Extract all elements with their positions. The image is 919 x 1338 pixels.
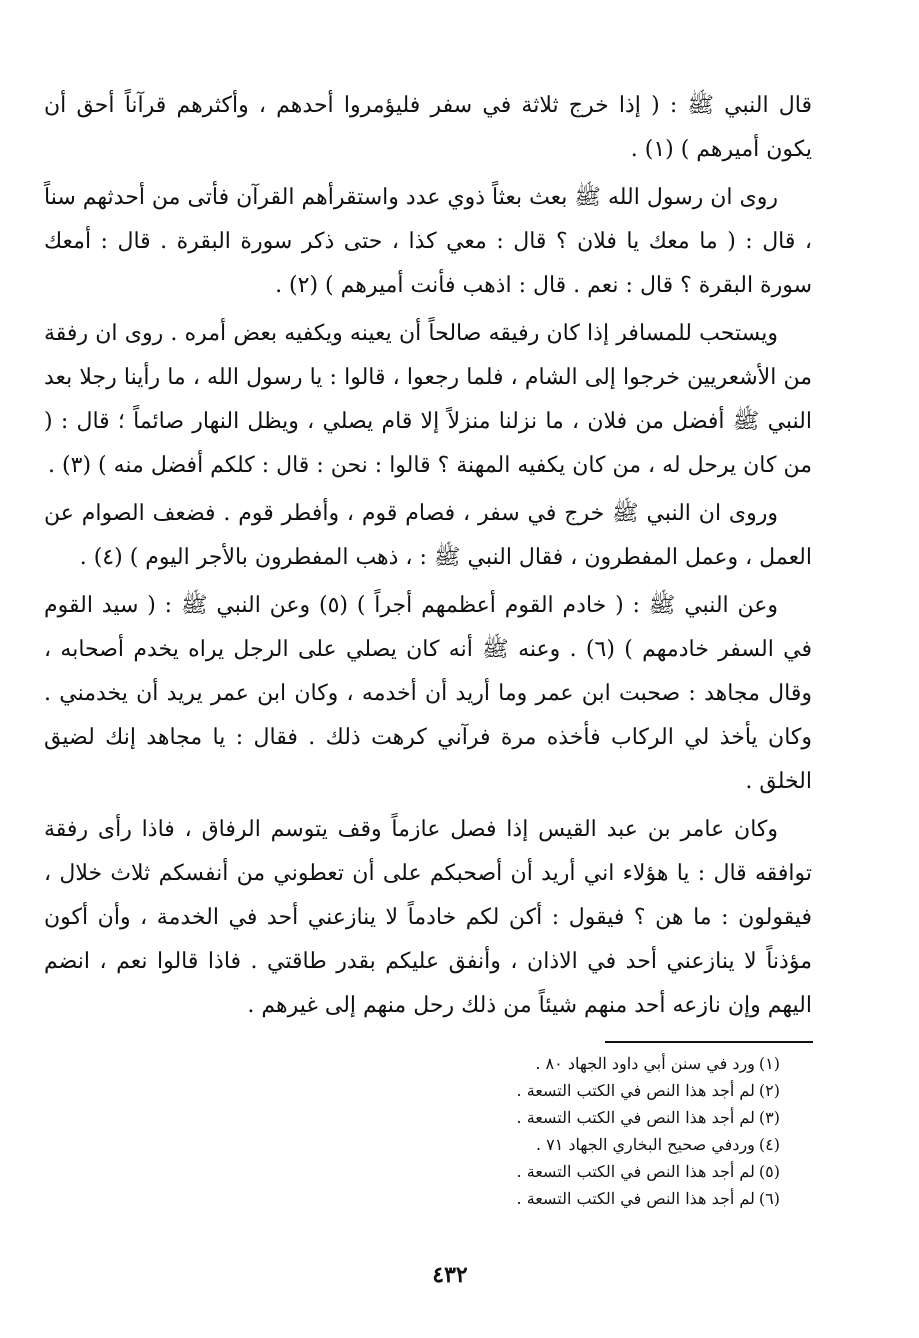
footnote-text: لم أجد هذا النص في الكتب التسعة . bbox=[516, 1162, 755, 1181]
footnote-5 bbox=[380, 1158, 780, 1185]
footnote-text: لم أجد هذا النص في الكتب التسعة . bbox=[516, 1189, 755, 1208]
footnote-number: (٥) bbox=[758, 1162, 780, 1181]
paragraph-4: وروى ان النبي ﷺ خرج في سفر ، فصام قوم ، وأفطر قوم . فضعف الصوام عن العمل ، وعمل المفطرون ، فقال النبي ﷺ : ، ذهب المفطرون بالأجر اليوم ) (٤) . bbox=[44, 501, 812, 570]
footnote-number: (٣) bbox=[758, 1108, 780, 1127]
footnote-3 bbox=[380, 1104, 780, 1131]
footnote-number: (٢) bbox=[758, 1081, 780, 1100]
footnote-1 bbox=[380, 1050, 780, 1077]
footnote-text: لم أجد هذا النص في الكتب التسعة . bbox=[516, 1081, 755, 1100]
footnote-4 bbox=[380, 1131, 780, 1158]
paragraph-5: وعن النبي ﷺ : ( خادم القوم أعظمهم أجراً ) (٥) وعن النبي ﷺ : ( سيد القوم في السفر خادمهم ) (٦) . وعنه ﷺ أنه كان يصلي على الرجل يراه يخدم أصحابه ، وقال مجاهد : صحبت ابن عمر وما أريد أن أخدمه ، وكان ابن عمر يريد أن يخدمني . وكان يأخذ لي الركاب فأخذه مرة فرآني كرهت ذلك . فقال : يا مجاهد إنك لضيق الخلق . bbox=[44, 593, 812, 794]
paragraph-1: قال النبي ﷺ : ( إذا خرج ثلاثة في سفر فليؤمروا أحدهم ، وأكثرهم قرآناً أحق أن يكون أميرهم ) (١) . bbox=[44, 93, 812, 162]
main-text bbox=[44, 84, 812, 1032]
footnote-number: (٤) bbox=[758, 1135, 780, 1154]
footnote-text: وردفي صحيح البخاري الجهاد ٧١ . bbox=[535, 1135, 755, 1154]
footnote-number: (٦) bbox=[758, 1189, 780, 1208]
footnotes bbox=[380, 1050, 780, 1212]
paragraph-3: ويستحب للمسافر إذا كان رفيقه صالحاً أن يعينه ويكفيه بعض أمره . روى ان رفقة من الأشعريين خرجوا إلى الشام ، فلما رجعوا ، قالوا : يا رسول الله ، ما رأينا رجلا بعد النبي ﷺ أفضل من فلان ، ما نزلنا منزلاً إلا قام يصلي ، ويظل النهار صائماً ؛ قال : ( من كان يرحل له ، من كان يكفيه المهنة ؟ قالوا : نحن : قال : كلكم أفضل منه ) (٣) . bbox=[44, 321, 812, 478]
footnote-text: لم أجد هذا النص في الكتب التسعة . bbox=[516, 1108, 755, 1127]
footnote-divider bbox=[605, 1041, 813, 1043]
footnote-number: (١) bbox=[758, 1054, 780, 1073]
paragraph-6: وكان عامر بن عبد القيس إذا فصل عازماً وقف يتوسم الرفاق ، فاذا رأى رفقة توافقه قال : يا هؤلاء اني أريد أن أصحبكم على أن تعطوني من أنفسكم ثلاث خلال ، فيقولون : ما هن ؟ فيقول : أكن لكم خادماً لا ينازعني أحد في الخدمة ، وأن أكون مؤذناً لا ينازعني أحد في الاذان ، وأنفق عليكم بقدر طاقتي . فاذا قالوا نعم ، انضم اليهم وإن نازعه أحد منهم شيئاً من ذلك رحل منهم إلى غيرهم . bbox=[44, 817, 812, 1018]
page-number: ٤٣٢ bbox=[432, 1262, 468, 1288]
footnote-2 bbox=[380, 1077, 780, 1104]
footnote-6 bbox=[380, 1185, 780, 1212]
footnote-text: ورد في سنن أبي داود الجهاد ٨٠ . bbox=[535, 1054, 755, 1073]
paragraph-2: روى ان رسول الله ﷺ بعث بعثاً ذوي عدد واستقرأهم القرآن فأتى من أحدثهم سناً ، قال : ( ما معك يا فلان ؟ قال : معي كذا ، حتى ذكر سورة البقرة . قال : أمعك سورة البقرة ؟ قال : نعم . قال : اذهب فأنت أميرهم ) (٢) . bbox=[44, 185, 812, 298]
